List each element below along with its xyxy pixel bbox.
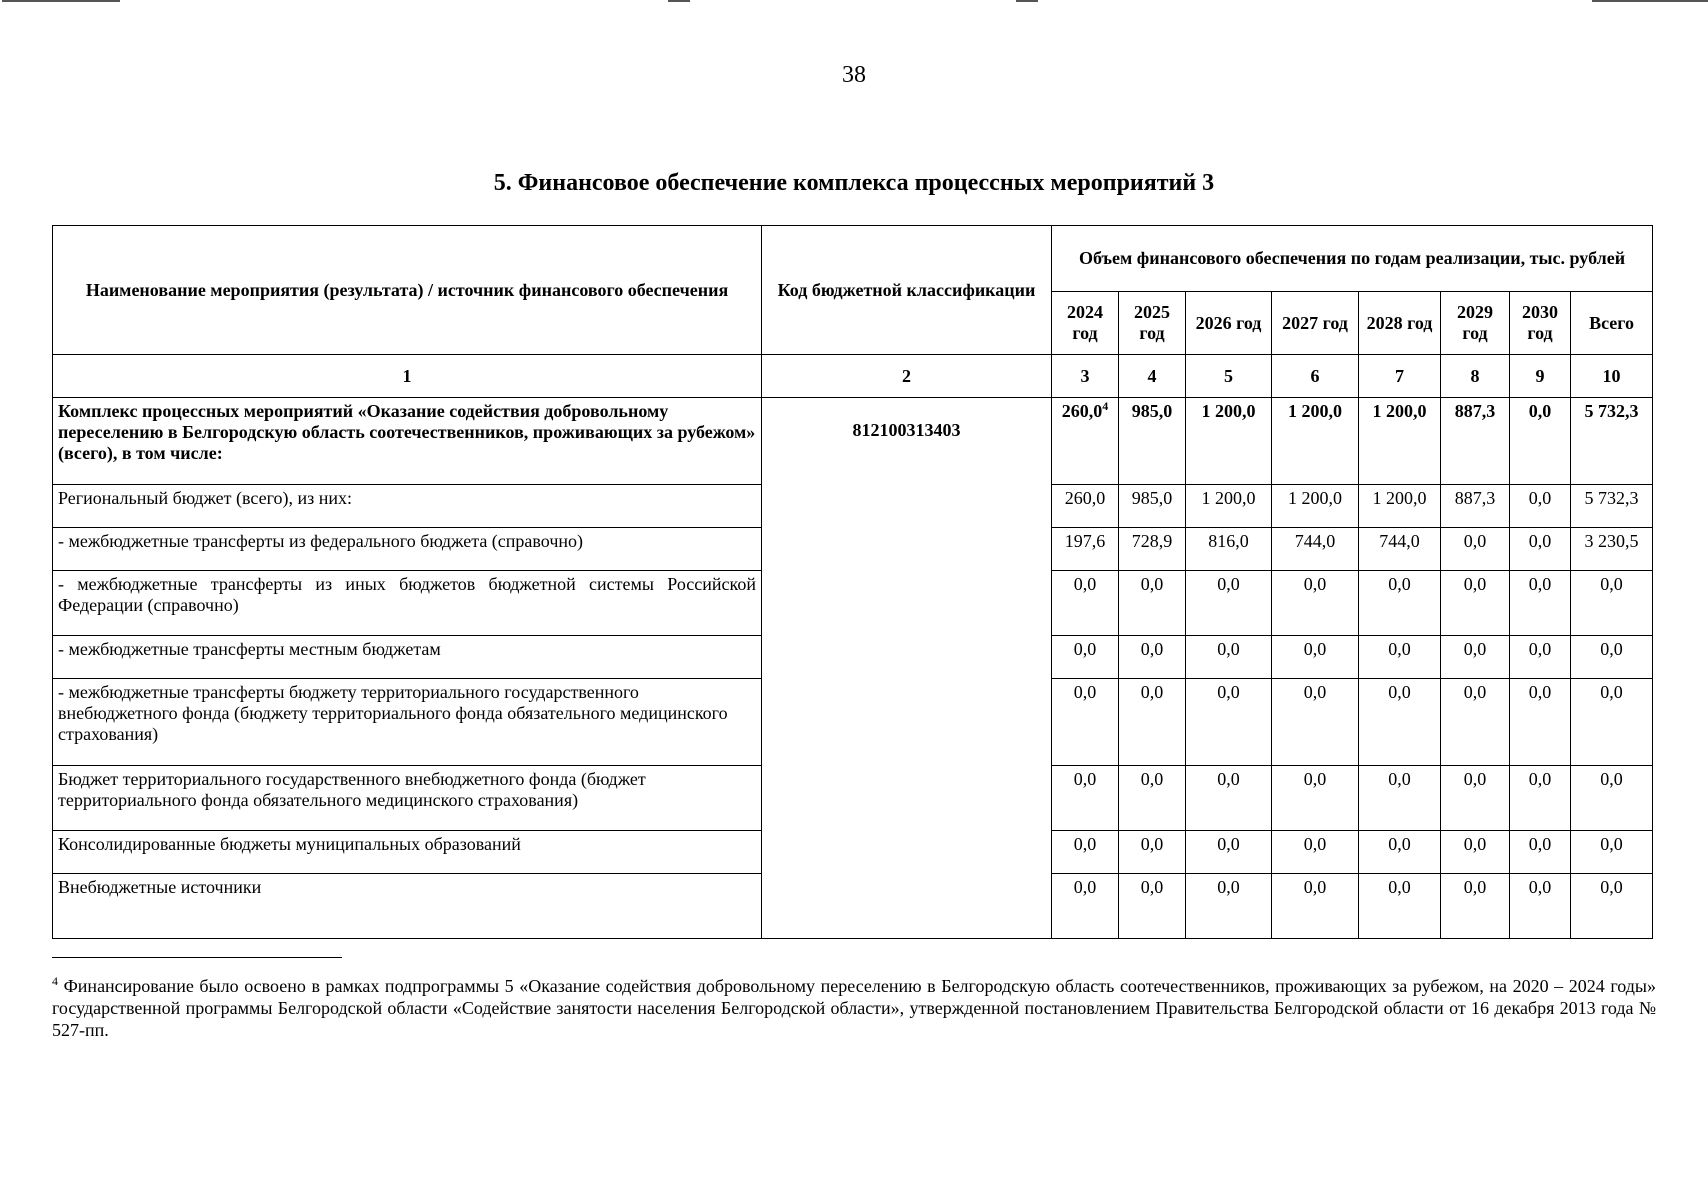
- row-name: - межбюджетные трансферты из иных бюджетов бюджетной системы Российской Федерации (справочно): [53, 571, 762, 636]
- footnote-text: Финансирование было освоено в рамках подпрограммы 5 «Оказание содействия добровольному переселению в Белгородскую область соотечественников, проживающих за рубежом, на 2020 – 2024 годы» государственной программы Белгородской области «Содействие занятости населения Белгородской области», утвержденной постановлением Правительства Белгородской области от 16 декабря 2013 года № 527-пп.: [52, 976, 1656, 1040]
- value-cell: 0,0: [1441, 831, 1510, 874]
- value-cell: 0,0: [1510, 485, 1571, 528]
- column-number: 7: [1359, 355, 1441, 398]
- scan-edge-mark: [2, 0, 120, 2]
- value-cell: 0,0: [1272, 874, 1359, 939]
- value-2024: 0,0: [1052, 766, 1119, 831]
- header-year: 2030 год: [1510, 292, 1571, 355]
- column-numbers-row: [53, 355, 1653, 398]
- value-cell: 0,0: [1119, 571, 1186, 636]
- value-cell: 0,0: [1510, 528, 1571, 571]
- value-cell: 0,0: [1119, 874, 1186, 939]
- value-cell: 728,9: [1119, 528, 1186, 571]
- header-year: 2029 год: [1441, 292, 1510, 355]
- column-number: 9: [1510, 355, 1571, 398]
- scan-edge-mark: [1016, 0, 1038, 2]
- row-name: Региональный бюджет (всего), из них:: [53, 485, 762, 528]
- value-cell: 985,0: [1119, 485, 1186, 528]
- row-name: Консолидированные бюджеты муниципальных образований: [53, 831, 762, 874]
- column-number: 6: [1272, 355, 1359, 398]
- value-cell: 0,0: [1186, 636, 1272, 679]
- value-cell: 5 732,3: [1571, 485, 1653, 528]
- value-cell: 0,0: [1571, 766, 1653, 831]
- value-cell: 0,0: [1441, 766, 1510, 831]
- footnote-marker: 4: [52, 974, 58, 988]
- value-cell: 0,0: [1186, 571, 1272, 636]
- value-cell: 0,0: [1571, 831, 1653, 874]
- value-cell: 0,0: [1441, 679, 1510, 766]
- value-cell: 0,0: [1186, 766, 1272, 831]
- row-name: - межбюджетные трансферты местным бюджетам: [53, 636, 762, 679]
- column-number: 1: [53, 355, 762, 398]
- value-cell: 0,0: [1272, 571, 1359, 636]
- value-cell: 0,0: [1441, 571, 1510, 636]
- header-year: 2027 год: [1272, 292, 1359, 355]
- value-2024-number: 260,0: [1061, 401, 1103, 421]
- header-year: 2028 год: [1359, 292, 1441, 355]
- value-cell: 1 200,0: [1359, 398, 1441, 485]
- footnote: [52, 975, 1656, 1041]
- row-name: - межбюджетные трансферты из федерального бюджета (справочно): [53, 528, 762, 571]
- value-cell: 0,0: [1571, 636, 1653, 679]
- column-number: 5: [1186, 355, 1272, 398]
- header-row: [53, 226, 1653, 292]
- value-cell: 0,0: [1272, 766, 1359, 831]
- value-cell: 3 230,5: [1571, 528, 1653, 571]
- value-2024: 0,0: [1052, 831, 1119, 874]
- value-cell: 1 200,0: [1359, 485, 1441, 528]
- value-cell: 0,0: [1359, 874, 1441, 939]
- value-cell: 1 200,0: [1186, 398, 1272, 485]
- row-name: Комплекс процессных мероприятий «Оказание содействия добровольному переселению в Белгородскую область соотечественников, проживающих за рубежом» (всего), в том числе:: [53, 398, 762, 485]
- value-cell: 0,0: [1441, 636, 1510, 679]
- value-cell: 0,0: [1186, 874, 1272, 939]
- column-number: 10: [1571, 355, 1653, 398]
- header-total: Всего: [1571, 292, 1653, 355]
- value-cell: 0,0: [1359, 831, 1441, 874]
- value-cell: 0,0: [1359, 636, 1441, 679]
- value-cell: 0,0: [1272, 636, 1359, 679]
- value-cell: 744,0: [1272, 528, 1359, 571]
- value-cell: 0,0: [1119, 636, 1186, 679]
- value-cell: 1 200,0: [1272, 485, 1359, 528]
- value-cell: 816,0: [1186, 528, 1272, 571]
- column-number: 2: [762, 355, 1052, 398]
- section-title: 5. Финансовое обеспечение комплекса процессных мероприятий 3: [493, 170, 1215, 196]
- budget-code: 812100313403: [762, 398, 1052, 939]
- header-volume: Объем финансового обеспечения по годам реализации, тыс. рублей: [1052, 226, 1653, 292]
- header-year: 2024 год: [1052, 292, 1119, 355]
- column-number: 4: [1119, 355, 1186, 398]
- value-cell: 985,0: [1119, 398, 1186, 485]
- value-cell: 0,0: [1441, 528, 1510, 571]
- value-cell: 0,0: [1510, 679, 1571, 766]
- value-cell: 0,0: [1359, 679, 1441, 766]
- scan-edge-mark: [1592, 0, 1708, 2]
- value-cell: 744,0: [1359, 528, 1441, 571]
- value-cell: 887,3: [1441, 398, 1510, 485]
- table-row: [53, 398, 1653, 485]
- value-cell: 0,0: [1510, 571, 1571, 636]
- value-cell: 0,0: [1119, 766, 1186, 831]
- value-cell: 1 200,0: [1186, 485, 1272, 528]
- header-year: 2025 год: [1119, 292, 1186, 355]
- row-name: Бюджет территориального государственного внебюджетного фонда (бюджет территориального фонда обязательного медицинского страхования): [53, 766, 762, 831]
- column-number: 8: [1441, 355, 1510, 398]
- row-name: - межбюджетные трансферты бюджету территориального государственного внебюджетного фонда (бюджету территориального фонда обязательного медицинского страхования): [53, 679, 762, 766]
- value-2024: 0,0: [1052, 571, 1119, 636]
- value-cell: 0,0: [1272, 831, 1359, 874]
- row-name: Внебюджетные источники: [53, 874, 762, 939]
- value-2024: 197,6: [1052, 528, 1119, 571]
- value-cell: 0,0: [1571, 679, 1653, 766]
- value-cell: 0,0: [1119, 831, 1186, 874]
- value-2024: 260,0: [1052, 485, 1119, 528]
- header-code: Код бюджетной классификации: [762, 226, 1052, 355]
- financing-table: [52, 225, 1653, 939]
- value-cell: 0,0: [1186, 831, 1272, 874]
- column-number: 3: [1052, 355, 1119, 398]
- value-cell: 887,3: [1441, 485, 1510, 528]
- value-2024: 0,0: [1052, 636, 1119, 679]
- value-cell: 0,0: [1441, 874, 1510, 939]
- value-cell: 0,0: [1119, 679, 1186, 766]
- header-name: Наименование мероприятия (результата) / источник финансового обеспечения: [53, 226, 762, 355]
- value-2024: 0,0: [1052, 679, 1119, 766]
- value-cell: 0,0: [1510, 398, 1571, 485]
- value-cell: 1 200,0: [1272, 398, 1359, 485]
- value-cell: 0,0: [1571, 571, 1653, 636]
- value-cell: 0,0: [1571, 874, 1653, 939]
- value-cell: 0,0: [1510, 766, 1571, 831]
- value-cell: 0,0: [1510, 831, 1571, 874]
- value-2024: 0,0: [1052, 874, 1119, 939]
- value-cell: 0,0: [1272, 679, 1359, 766]
- scan-edge-mark: [668, 0, 690, 2]
- value-cell: 0,0: [1359, 766, 1441, 831]
- footnote-separator: [52, 957, 342, 958]
- footnote-ref: 4: [1102, 399, 1109, 413]
- value-cell: 0,0: [1359, 571, 1441, 636]
- value-2024: [1052, 398, 1119, 485]
- value-cell: 0,0: [1510, 874, 1571, 939]
- value-cell: 5 732,3: [1571, 398, 1653, 485]
- page-number: 38: [842, 62, 866, 88]
- value-cell: 0,0: [1510, 636, 1571, 679]
- header-year: 2026 год: [1186, 292, 1272, 355]
- value-cell: 0,0: [1186, 679, 1272, 766]
